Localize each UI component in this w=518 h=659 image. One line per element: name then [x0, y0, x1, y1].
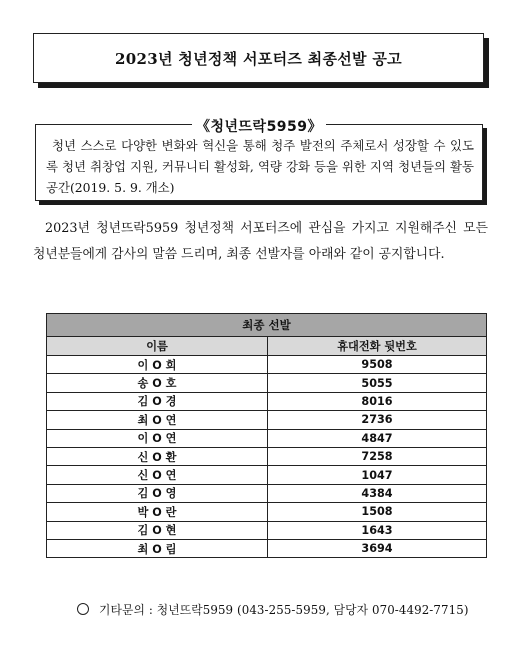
table-row [47, 411, 487, 429]
table-row [47, 539, 487, 557]
cell-phone: 8016 [268, 392, 487, 410]
selection-table-wrap [46, 313, 487, 558]
page-title: 2023년 청년정책 서포터즈 최종선발 공고 [115, 49, 402, 68]
cell-name: 송 O 호 [47, 374, 268, 392]
table-row [47, 374, 487, 392]
intro-heading-text: 《청년뜨락5959》 [192, 119, 326, 135]
table-row [47, 503, 487, 521]
table-caption: 최종 선발 [47, 314, 487, 337]
intro-text: 청년 스스로 다양한 변화와 혁신을 통해 청주 발전의 주체로서 성장할 수 있도록 청년 취창업 지원, 커뮤니티 활성화, 역량 강화 등을 위한 지역 청년들의 활동 공간(2019. 5. 9. 개소) [46, 138, 474, 195]
cell-phone: 9508 [268, 356, 487, 374]
table-row [47, 466, 487, 484]
cell-phone: 1047 [268, 466, 487, 484]
cell-phone: 3694 [268, 539, 487, 557]
footer-contact [77, 601, 497, 618]
table-row [47, 392, 487, 410]
cell-name: 김 O 현 [47, 521, 268, 539]
cell-name: 최 O 연 [47, 411, 268, 429]
table-caption-row [47, 314, 487, 337]
table-row [47, 429, 487, 447]
cell-name: 이 O 연 [47, 429, 268, 447]
table-row [47, 521, 487, 539]
cell-name: 박 O 란 [47, 503, 268, 521]
cell-phone: 4384 [268, 484, 487, 502]
intro-heading [0, 116, 518, 136]
table-header-row [47, 337, 487, 356]
cell-phone: 2736 [268, 411, 487, 429]
page-title-box [33, 33, 484, 83]
cell-name: 김 O 경 [47, 392, 268, 410]
table-row [47, 447, 487, 465]
cell-phone: 5055 [268, 374, 487, 392]
header-name: 이름 [47, 337, 268, 356]
circle-icon [77, 603, 89, 615]
selection-table [46, 313, 487, 558]
cell-phone: 1508 [268, 503, 487, 521]
cell-name: 이 O 희 [47, 356, 268, 374]
cell-name: 최 O 림 [47, 539, 268, 557]
cell-name: 신 O 환 [47, 447, 268, 465]
table-row [47, 356, 487, 374]
footer-text: 기타문의 : 청년뜨락5959 (043-255-5959, 담당자 070-4492-7715) [99, 603, 469, 617]
cell-phone: 4847 [268, 429, 487, 447]
table-row [47, 484, 487, 502]
cell-name: 신 O 연 [47, 466, 268, 484]
cell-phone: 7258 [268, 447, 487, 465]
body-paragraph: 2023년 청년뜨락5959 청년정책 서포터즈에 관심을 가지고 지원해주신 모든 청년분들에게 감사의 말씀 드리며, 최종 선발자를 아래와 같이 공지합니다. [33, 221, 488, 262]
cell-phone: 1643 [268, 521, 487, 539]
header-phone: 휴대전화 뒷번호 [268, 337, 487, 356]
cell-name: 김 O 영 [47, 484, 268, 502]
